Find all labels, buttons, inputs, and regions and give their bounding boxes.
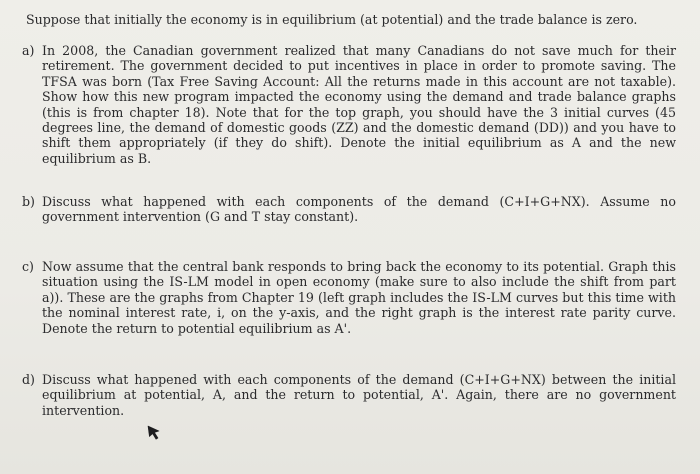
question-b xyxy=(22,194,676,225)
question-a-text: In 2008, the Canadian government realized that many Canadians do not save much for their retirement. The government decided to put incentives in place in order to promote saving. The TFSA was born (Tax Free Saving Account: All the returns made in this account are not taxable). Show how this new program impacted the economy using the demand and trade balance graphs (this is from chapter 18). Note that for the top graph, you should have the 3 initial curves (45 degrees line, the demand of domestic goods (ZZ) and the domestic demand (DD)) and you have to shift them appropriately (if they do shift). Denote the initial equilibrium as A and the new equilibrium as B. xyxy=(42,43,676,166)
question-a xyxy=(22,43,676,166)
question-b-text: Discuss what happened with each components of the demand (C+I+G+NX). Assume no government intervention (G and T stay constant). xyxy=(42,194,676,225)
mouse-pointer-icon xyxy=(147,425,161,441)
intro-text: Suppose that initially the economy is in equilibrium (at potential) and the trade balance is zero. xyxy=(26,12,638,27)
question-d-text: Discuss what happened with each components of the demand (C+I+G+NX) between the initial equilibrium at potential, A, and the return to potential, A'. Again, there are no government intervention. xyxy=(42,372,676,418)
question-c-text: Now assume that the central bank responds to bring back the economy to its potential. Graph this situation using the IS-LM model in open economy (make sure to also include the shift from part a)). These are the graphs from Chapter 19 (left graph includes the IS-LM curves but this time with the nominal interest rate, i, on the y-axis, and the right graph is the interest rate parity curve. Denote the return to potential equilibrium as A'. xyxy=(42,259,676,336)
question-a-letter: a) xyxy=(22,43,35,58)
question-d-letter: d) xyxy=(22,372,35,387)
question-c xyxy=(22,259,676,336)
question-b-letter: b) xyxy=(22,194,35,209)
question-c-letter: c) xyxy=(22,259,34,274)
question-d xyxy=(22,372,676,418)
